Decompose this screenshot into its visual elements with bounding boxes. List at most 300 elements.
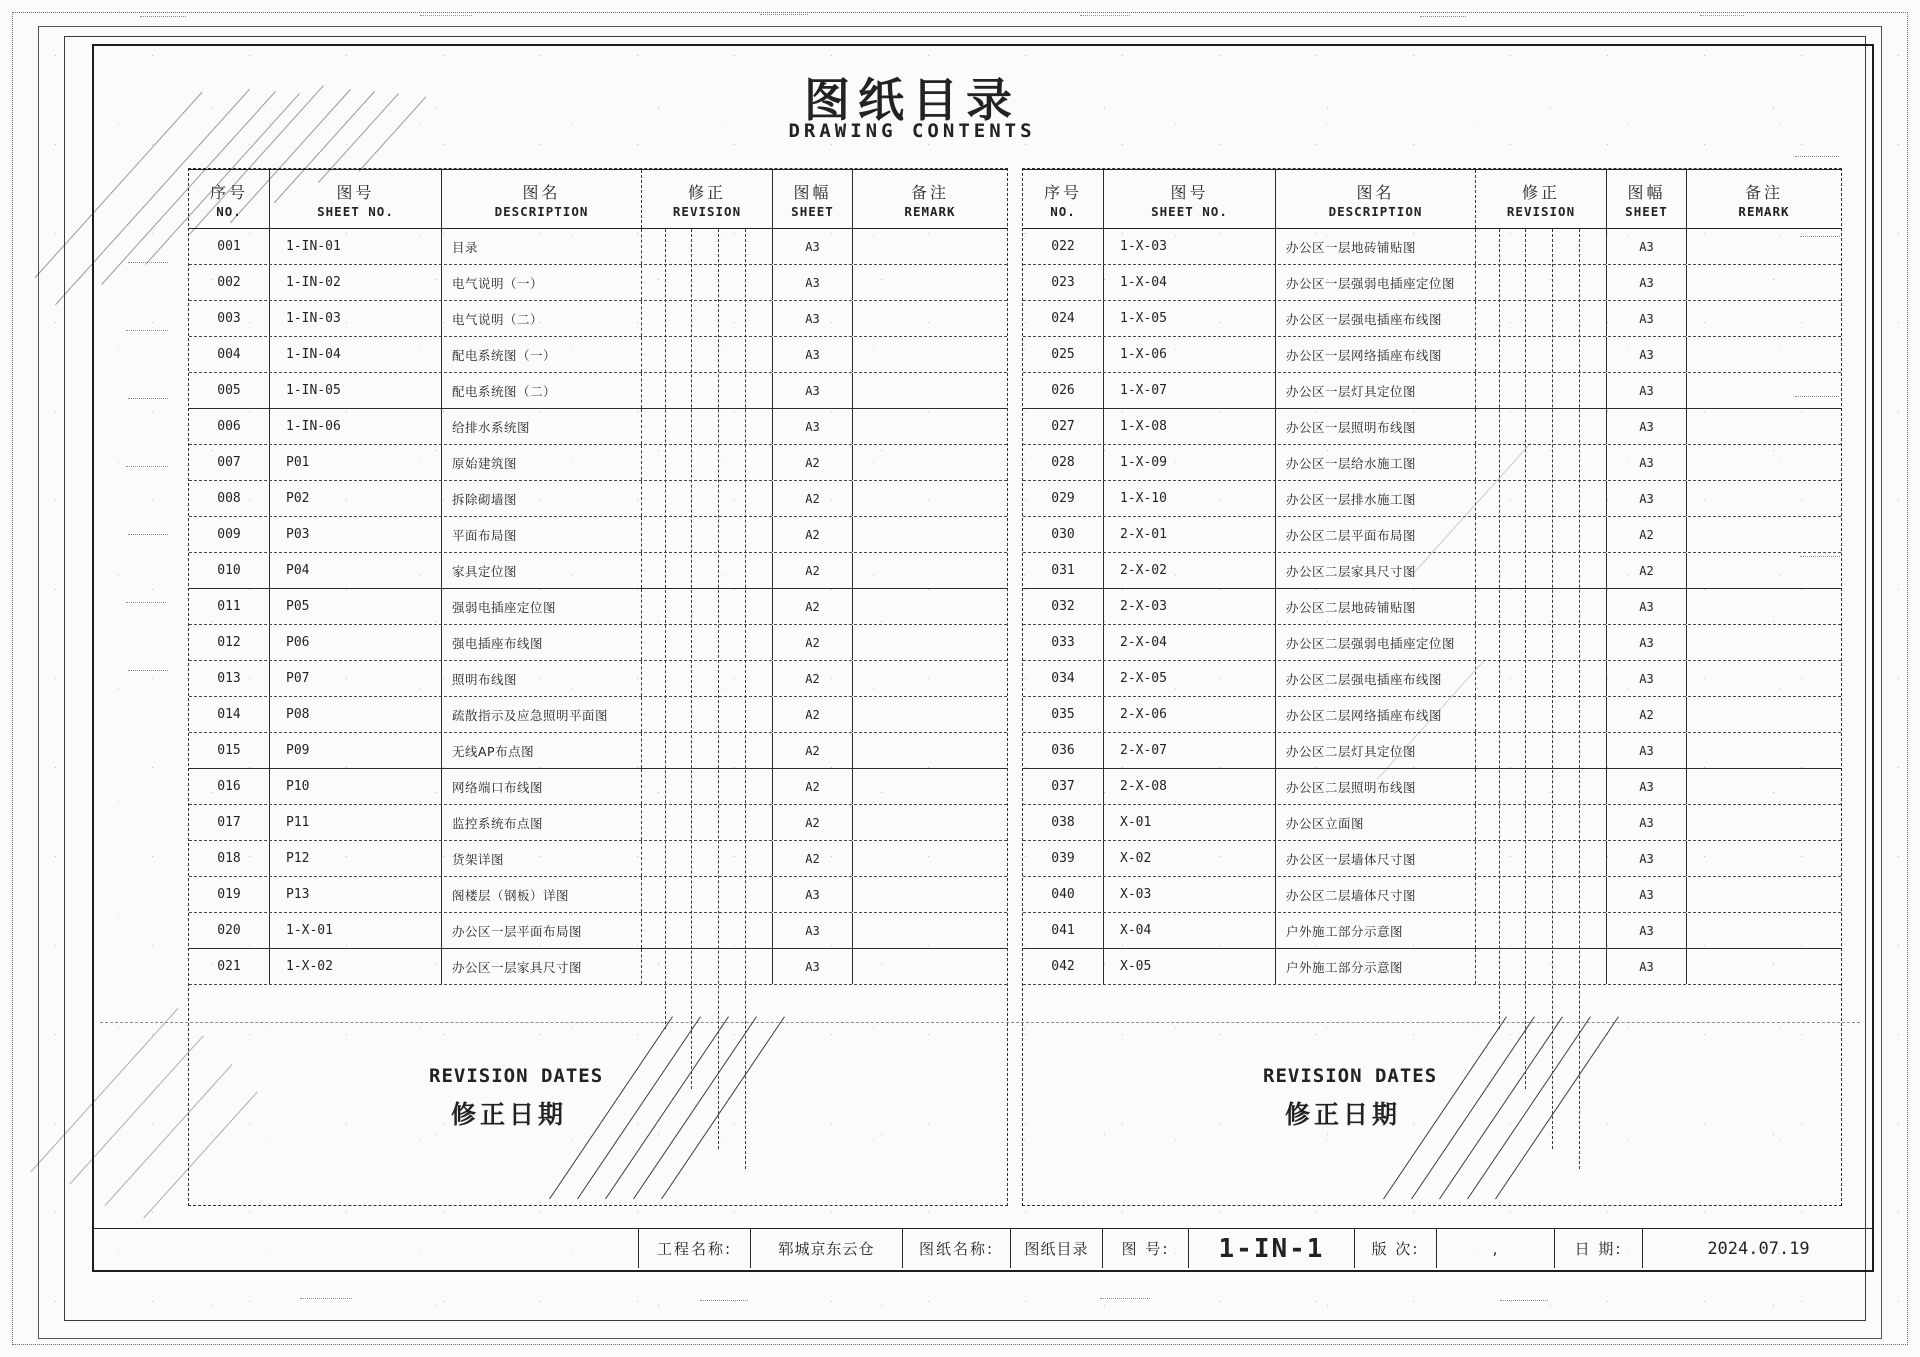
row-sheet-size: A3 (1606, 409, 1686, 444)
drawing-name-value: 图纸目录 (1010, 1229, 1102, 1268)
revision-column-line (691, 229, 692, 1089)
table-row (189, 409, 1007, 445)
date-value: 2024.07.19 (1642, 1229, 1874, 1268)
row-sheet-size: A2 (772, 841, 852, 876)
table-row (189, 265, 1007, 301)
row-revision-cell (641, 625, 772, 660)
row-description: 拆除砌墙图 (441, 481, 641, 516)
row-description: 电气说明（二） (441, 301, 641, 336)
row-sheet-size: A2 (1606, 697, 1686, 732)
row-description: 货架详图 (441, 841, 641, 876)
row-sheet-size: A2 (772, 517, 852, 552)
row-no: 018 (217, 851, 241, 866)
row-no: 031 (1051, 563, 1075, 578)
row-sheet-size: A3 (1606, 805, 1686, 840)
row-no: 035 (1051, 707, 1075, 722)
row-description: 办公区一层排水施工图 (1275, 481, 1475, 516)
row-remark-cell (1686, 877, 1841, 912)
table-rows (1023, 229, 1841, 985)
row-sheet-size: A3 (772, 373, 852, 408)
table-row (189, 445, 1007, 481)
row-sheet-no: 2-X-06 (1103, 697, 1275, 732)
revision-column-line (1525, 229, 1526, 1089)
row-description: 阁楼层（钢板）详图 (441, 877, 641, 912)
row-revision-cell (641, 661, 772, 696)
row-sheet-no: 1-X-09 (1103, 445, 1275, 480)
table-row (1023, 949, 1841, 985)
table-row (189, 553, 1007, 589)
revision-column-line (1579, 229, 1580, 1169)
row-revision-cell (641, 769, 772, 804)
row-remark-cell (1686, 337, 1841, 372)
row-revision-cell (641, 265, 772, 300)
row-remark-cell (852, 229, 1007, 264)
row-revision-cell (641, 697, 772, 732)
drawing-number-label: 图 号: (1102, 1229, 1188, 1268)
row-sheet-no: 1-IN-05 (269, 373, 441, 408)
row-sheet-no: 1-X-05 (1103, 301, 1275, 336)
row-no: 011 (217, 599, 241, 614)
row-description: 原始建筑图 (441, 445, 641, 480)
row-sheet-no: 1-IN-01 (269, 229, 441, 264)
row-sheet-size: A3 (1606, 949, 1686, 984)
row-no: 003 (217, 311, 241, 326)
row-description: 办公区一层给水施工图 (1275, 445, 1475, 480)
revision-leader-line (577, 1016, 701, 1199)
row-sheet-no: X-02 (1103, 841, 1275, 876)
table-row (189, 301, 1007, 337)
row-sheet-no: 1-X-02 (269, 949, 441, 984)
row-revision-cell (641, 517, 772, 552)
row-sheet-size: A2 (772, 625, 852, 660)
table-rows (189, 229, 1007, 985)
table-row (1023, 373, 1841, 409)
row-no: 016 (217, 779, 241, 794)
revision-dates-label-en: REVISION DATES (429, 1065, 604, 1087)
row-sheet-no: P08 (269, 697, 441, 732)
drawing-list-table-left (188, 168, 1008, 1206)
row-sheet-no: 1-IN-06 (269, 409, 441, 444)
row-description: 照明布线图 (441, 661, 641, 696)
row-sheet-no: X-03 (1103, 877, 1275, 912)
row-sheet-size: A2 (772, 697, 852, 732)
revision-column-line (665, 229, 666, 1029)
row-description: 办公区一层家具尺寸图 (441, 949, 641, 984)
row-sheet-size: A3 (1606, 913, 1686, 948)
row-sheet-no: 1-X-10 (1103, 481, 1275, 516)
table-row (189, 229, 1007, 265)
row-no: 006 (217, 419, 241, 434)
table-row (189, 949, 1007, 985)
row-remark-cell (1686, 841, 1841, 876)
table-row (189, 877, 1007, 913)
row-revision-cell (641, 445, 772, 480)
table-row (189, 733, 1007, 769)
row-no: 040 (1051, 887, 1075, 902)
header-sheet-size: 图幅 SHEET (1606, 170, 1686, 228)
row-no: 023 (1051, 275, 1075, 290)
row-sheet-no: P04 (269, 553, 441, 588)
header-remark: 备注 REMARK (1686, 170, 1841, 228)
row-sheet-no: 1-IN-03 (269, 301, 441, 336)
row-sheet-no: 1-X-01 (269, 913, 441, 948)
header-sheet-no: 图号 SHEET NO. (1103, 170, 1275, 228)
row-no: 020 (217, 923, 241, 938)
row-no: 017 (217, 815, 241, 830)
row-sheet-no: 1-IN-04 (269, 337, 441, 372)
row-remark-cell (1686, 229, 1841, 264)
row-sheet-size: A3 (1606, 301, 1686, 336)
row-revision-cell (641, 913, 772, 948)
row-revision-cell (1475, 409, 1606, 444)
row-remark-cell (1686, 733, 1841, 768)
row-description: 办公区二层平面布局图 (1275, 517, 1475, 552)
row-description: 给排水系统图 (441, 409, 641, 444)
table-row (189, 337, 1007, 373)
revision-dates-label-en: REVISION DATES (1263, 1065, 1438, 1087)
row-sheet-size: A2 (772, 769, 852, 804)
table-row (189, 769, 1007, 805)
row-sheet-no: 1-X-04 (1103, 265, 1275, 300)
row-sheet-size: A3 (772, 301, 852, 336)
row-sheet-size: A3 (1606, 625, 1686, 660)
row-no: 002 (217, 275, 241, 290)
row-sheet-no: P12 (269, 841, 441, 876)
row-sheet-no: 1-X-08 (1103, 409, 1275, 444)
row-revision-cell (1475, 661, 1606, 696)
row-no: 015 (217, 743, 241, 758)
row-revision-cell (1475, 625, 1606, 660)
row-no: 010 (217, 563, 241, 578)
row-no: 032 (1051, 599, 1075, 614)
revision-column-line (718, 229, 719, 1149)
row-sheet-size: A3 (772, 409, 852, 444)
row-remark-cell (1686, 517, 1841, 552)
row-description: 配电系统图（一） (441, 337, 641, 372)
date-label: 日 期: (1554, 1229, 1642, 1268)
row-no: 038 (1051, 815, 1075, 830)
row-revision-cell (1475, 769, 1606, 804)
row-no: 025 (1051, 347, 1075, 362)
row-remark-cell (852, 301, 1007, 336)
row-revision-cell (641, 373, 772, 408)
row-sheet-size: A2 (772, 661, 852, 696)
row-sheet-size: A2 (772, 445, 852, 480)
header-sheet-size: 图幅 SHEET (772, 170, 852, 228)
row-sheet-no: X-04 (1103, 913, 1275, 948)
row-revision-cell (1475, 805, 1606, 840)
revision-dates-label-zh: 修正日期 (1285, 1100, 1402, 1129)
row-description: 无线AP布点图 (441, 733, 641, 768)
row-no: 012 (217, 635, 241, 650)
row-no: 007 (217, 455, 241, 470)
row-remark-cell (1686, 697, 1841, 732)
row-remark-cell (1686, 373, 1841, 408)
table-row (1023, 517, 1841, 553)
row-no: 037 (1051, 779, 1075, 794)
row-remark-cell (852, 589, 1007, 624)
row-remark-cell (1686, 481, 1841, 516)
row-remark-cell (1686, 301, 1841, 336)
table-row (1023, 445, 1841, 481)
row-description: 平面布局图 (441, 517, 641, 552)
row-description: 办公区二层照明布线图 (1275, 769, 1475, 804)
table-row (189, 373, 1007, 409)
row-remark-cell (852, 697, 1007, 732)
table-row (189, 697, 1007, 733)
table-row (1023, 301, 1841, 337)
table-row (1023, 229, 1841, 265)
row-sheet-size: A3 (772, 229, 852, 264)
row-sheet-no: 2-X-02 (1103, 553, 1275, 588)
row-remark-cell (852, 877, 1007, 912)
revision-column-line (745, 229, 746, 1169)
table-row (1023, 265, 1841, 301)
table-row (189, 481, 1007, 517)
row-revision-cell (1475, 877, 1606, 912)
row-description: 办公区一层地砖铺贴图 (1275, 229, 1475, 264)
row-sheet-size: A2 (1606, 553, 1686, 588)
row-description: 办公区二层地砖铺贴图 (1275, 589, 1475, 624)
row-no: 029 (1051, 491, 1075, 506)
row-description: 疏散指示及应急照明平面图 (441, 697, 641, 732)
row-description: 办公区二层强弱电插座定位图 (1275, 625, 1475, 660)
row-revision-cell (641, 733, 772, 768)
row-revision-cell (1475, 589, 1606, 624)
row-revision-cell (641, 409, 772, 444)
row-description: 户外施工部分示意图 (1275, 913, 1475, 948)
row-sheet-size: A3 (772, 265, 852, 300)
row-description: 网络端口布线图 (441, 769, 641, 804)
project-name-label: 工程名称: (638, 1229, 750, 1268)
table-header (1023, 169, 1841, 229)
row-revision-cell (1475, 481, 1606, 516)
row-sheet-size: A2 (772, 733, 852, 768)
row-sheet-no: X-05 (1103, 949, 1275, 984)
row-sheet-no: 2-X-01 (1103, 517, 1275, 552)
row-revision-cell (1475, 949, 1606, 984)
row-no: 001 (217, 239, 241, 254)
table-row (1023, 733, 1841, 769)
row-remark-cell (852, 445, 1007, 480)
row-revision-cell (641, 301, 772, 336)
row-remark-cell (1686, 661, 1841, 696)
row-sheet-no: 2-X-08 (1103, 769, 1275, 804)
row-description: 办公区一层网络插座布线图 (1275, 337, 1475, 372)
row-remark-cell (852, 769, 1007, 804)
page-title: 图纸目录 (804, 73, 1020, 127)
row-description: 强电插座布线图 (441, 625, 641, 660)
row-description: 办公区一层灯具定位图 (1275, 373, 1475, 408)
row-remark-cell (1686, 265, 1841, 300)
row-sheet-no: 1-IN-02 (269, 265, 441, 300)
row-no: 024 (1051, 311, 1075, 326)
row-sheet-no: 1-X-06 (1103, 337, 1275, 372)
version-label: 版 次: (1354, 1229, 1436, 1268)
row-remark-cell (1686, 445, 1841, 480)
row-revision-cell (641, 949, 772, 984)
row-no: 019 (217, 887, 241, 902)
row-revision-cell (1475, 553, 1606, 588)
row-sheet-size: A3 (1606, 445, 1686, 480)
row-description: 电气说明（一） (441, 265, 641, 300)
revision-dates-label-zh: 修正日期 (451, 1100, 568, 1129)
header-sheet-no: 图号 SHEET NO. (269, 170, 441, 228)
row-sheet-size: A2 (772, 589, 852, 624)
row-sheet-no: P10 (269, 769, 441, 804)
row-description: 配电系统图（二） (441, 373, 641, 408)
revision-leader-line (661, 1016, 785, 1199)
table-row (189, 589, 1007, 625)
revision-leader-line (633, 1016, 757, 1199)
table-row (1023, 337, 1841, 373)
row-revision-cell (641, 553, 772, 588)
row-remark-cell (852, 409, 1007, 444)
row-description: 办公区一层照明布线图 (1275, 409, 1475, 444)
row-no: 022 (1051, 239, 1075, 254)
row-sheet-no: X-01 (1103, 805, 1275, 840)
row-sheet-size: A2 (772, 805, 852, 840)
row-sheet-size: A3 (1606, 337, 1686, 372)
row-description: 办公区二层网络插座布线图 (1275, 697, 1475, 732)
row-sheet-no: 1-X-03 (1103, 229, 1275, 264)
row-sheet-no: 2-X-04 (1103, 625, 1275, 660)
row-no: 005 (217, 383, 241, 398)
header-revision: 修正 REVISION (1475, 170, 1606, 228)
row-no: 028 (1051, 455, 1075, 470)
row-revision-cell (641, 481, 772, 516)
row-no: 013 (217, 671, 241, 686)
row-remark-cell (852, 517, 1007, 552)
row-sheet-no: P07 (269, 661, 441, 696)
row-revision-cell (641, 589, 772, 624)
row-remark-cell (1686, 949, 1841, 984)
row-sheet-size: A3 (1606, 733, 1686, 768)
row-description: 办公区一层平面布局图 (441, 913, 641, 948)
row-revision-cell (1475, 445, 1606, 480)
table-row (1023, 877, 1841, 913)
row-revision-cell (641, 805, 772, 840)
table-row (1023, 625, 1841, 661)
row-revision-cell (641, 229, 772, 264)
row-sheet-size: A2 (772, 553, 852, 588)
row-description: 办公区一层强电插座布线图 (1275, 301, 1475, 336)
row-description: 办公区二层家具尺寸图 (1275, 553, 1475, 588)
row-no: 026 (1051, 383, 1075, 398)
row-sheet-no: P05 (269, 589, 441, 624)
table-row (1023, 553, 1841, 589)
row-sheet-no: 2-X-03 (1103, 589, 1275, 624)
version-value: , (1436, 1229, 1554, 1268)
row-remark-cell (1686, 625, 1841, 660)
row-sheet-no: P13 (269, 877, 441, 912)
row-remark-cell (852, 661, 1007, 696)
row-sheet-size: A3 (772, 913, 852, 948)
revision-leader-line (1411, 1016, 1535, 1199)
row-remark-cell (852, 337, 1007, 372)
row-remark-cell (1686, 769, 1841, 804)
row-description: 监控系统布点图 (441, 805, 641, 840)
row-revision-cell (1475, 733, 1606, 768)
row-revision-cell (1475, 841, 1606, 876)
row-remark-cell (1686, 589, 1841, 624)
row-sheet-no: P06 (269, 625, 441, 660)
row-remark-cell (852, 373, 1007, 408)
table-row (1023, 697, 1841, 733)
header-remark: 备注 REMARK (852, 170, 1007, 228)
revision-leader-line (1495, 1016, 1619, 1199)
row-remark-cell (852, 805, 1007, 840)
row-no: 030 (1051, 527, 1075, 542)
table-row (1023, 913, 1841, 949)
row-no: 004 (217, 347, 241, 362)
row-no: 034 (1051, 671, 1075, 686)
table-row (189, 805, 1007, 841)
row-description: 户外施工部分示意图 (1275, 949, 1475, 984)
revision-column-line (1552, 229, 1553, 1149)
row-revision-cell (1475, 229, 1606, 264)
row-sheet-no: P02 (269, 481, 441, 516)
row-sheet-size: A3 (1606, 481, 1686, 516)
table-row (1023, 841, 1841, 877)
row-remark-cell (852, 481, 1007, 516)
row-remark-cell (1686, 805, 1841, 840)
table-row (189, 913, 1007, 949)
row-remark-cell (852, 913, 1007, 948)
row-sheet-size: A2 (1606, 517, 1686, 552)
row-description: 办公区一层强弱电插座定位图 (1275, 265, 1475, 300)
row-sheet-size: A3 (1606, 229, 1686, 264)
row-sheet-size: A3 (772, 877, 852, 912)
project-name-value: 郓城京东云仓 (750, 1229, 902, 1268)
page-subtitle: DRAWING CONTENTS (788, 120, 1036, 142)
table-row (1023, 481, 1841, 517)
row-remark-cell (852, 733, 1007, 768)
row-no: 009 (217, 527, 241, 542)
header-description: 图名 DESCRIPTION (1275, 170, 1475, 228)
row-sheet-no: P01 (269, 445, 441, 480)
table-row (1023, 805, 1841, 841)
row-sheet-no: P03 (269, 517, 441, 552)
row-sheet-no: 2-X-05 (1103, 661, 1275, 696)
row-remark-cell (852, 553, 1007, 588)
row-sheet-size: A3 (1606, 661, 1686, 696)
row-remark-cell (852, 949, 1007, 984)
row-sheet-size: A3 (772, 337, 852, 372)
table-row (189, 625, 1007, 661)
row-no: 008 (217, 491, 241, 506)
row-description: 家具定位图 (441, 553, 641, 588)
row-sheet-size: A3 (1606, 589, 1686, 624)
row-no: 027 (1051, 419, 1075, 434)
row-revision-cell (641, 337, 772, 372)
row-description: 办公区二层强电插座布线图 (1275, 661, 1475, 696)
table-row (1023, 769, 1841, 805)
row-no: 041 (1051, 923, 1075, 938)
row-sheet-no: 2-X-07 (1103, 733, 1275, 768)
row-revision-cell (1475, 373, 1606, 408)
row-sheet-no: P11 (269, 805, 441, 840)
table-header (189, 169, 1007, 229)
table-row (1023, 409, 1841, 445)
revision-leader-line (1467, 1016, 1591, 1199)
revision-leader-line (549, 1016, 673, 1199)
table-row (1023, 661, 1841, 697)
row-description: 办公区二层灯具定位图 (1275, 733, 1475, 768)
row-sheet-size: A3 (1606, 769, 1686, 804)
title-block (92, 1228, 1874, 1268)
row-remark-cell (1686, 409, 1841, 444)
